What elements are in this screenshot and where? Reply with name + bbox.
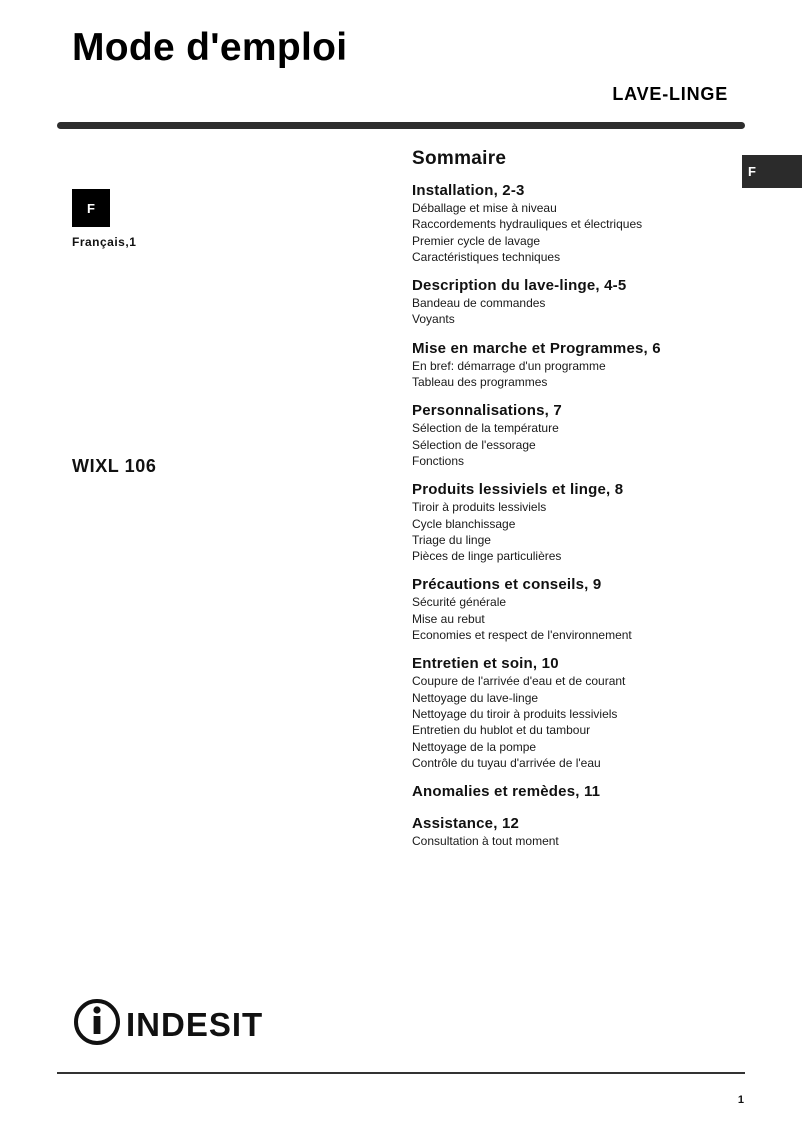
toc-item-list [412, 673, 742, 771]
toc-item: Tiroir à produits lessiviels [412, 500, 547, 515]
toc-section [412, 402, 742, 469]
toc-item: Mise au rebut [412, 611, 485, 626]
model-name: WIXL 106 [72, 456, 157, 476]
toc-item: En bref: démarrage d'un programme [412, 358, 606, 373]
toc-section [412, 481, 742, 564]
toc-item: Premier cycle de lavage [412, 233, 541, 248]
toc-item-list [412, 499, 742, 564]
toc-section-title: Installation, 2-3 [412, 182, 525, 199]
toc-item: Entretien du hublot et du tambour [412, 723, 591, 738]
toc-item-list [412, 833, 742, 849]
brand-name: INDESIT [126, 1006, 264, 1043]
toc-section [412, 783, 742, 801]
product-type: LAVE-LINGE [612, 84, 728, 104]
toc-item: Nettoyage de la pompe [412, 739, 537, 754]
toc-item: Cycle blanchissage [412, 516, 516, 531]
toc-section [412, 655, 742, 771]
toc-section [412, 576, 742, 643]
toc-section [412, 182, 742, 265]
toc-item: Nettoyage du lave-linge [412, 690, 539, 705]
language-side-tab: F [742, 155, 802, 188]
toc-section-title: Anomalies et remèdes, 11 [412, 783, 601, 801]
toc-item: Sélection de la température [412, 421, 559, 436]
toc-section [412, 815, 742, 849]
toc-item: Sécurité générale [412, 595, 507, 610]
toc-item-list [412, 594, 742, 643]
toc-item-list [412, 200, 742, 265]
toc-section-title: Précautions et conseils, 9 [412, 576, 602, 594]
toc-item: Triage du linge [412, 532, 491, 547]
toc-section-title: Assistance, 12 [412, 815, 520, 833]
toc-item: Raccordements hydrauliques et électriques [412, 217, 643, 232]
toc-item: Bandeau de commandes [412, 296, 546, 311]
indesit-logo-icon [72, 996, 272, 1048]
toc-item: Nettoyage du tiroir à produits lessiviels [412, 706, 618, 721]
toc-section-title: Description du lave-linge, 4-5 [412, 277, 627, 295]
toc-section-title: Mise en marche et Programmes, 6 [412, 339, 661, 357]
page-title: Mode d'emploi [72, 26, 348, 69]
table-of-contents [412, 182, 742, 849]
toc-item-list [412, 420, 742, 469]
toc-item: Fonctions [412, 453, 465, 468]
toc-item: Tableau des programmes [412, 375, 548, 390]
toc-item: Economies et respect de l'environnement [412, 628, 632, 643]
toc-section [412, 277, 742, 328]
toc-item: Contrôle du tuyau d'arrivée de l'eau [412, 755, 601, 770]
toc-heading: Sommaire [412, 148, 507, 169]
toc-item: Sélection de l'essorage [412, 437, 536, 452]
toc-item: Déballage et mise à niveau [412, 201, 557, 215]
toc-item: Caractéristiques techniques [412, 249, 561, 264]
language-badge: F [72, 189, 110, 227]
language-label: Français,1 [72, 235, 137, 249]
footer-divider [57, 1072, 745, 1074]
toc-item: Consultation à tout moment [412, 834, 559, 849]
toc-item-list [412, 358, 742, 391]
toc-item: Coupure de l'arrivée d'eau et de courant [412, 674, 626, 689]
toc-section-title: Entretien et soin, 10 [412, 655, 559, 673]
toc-item-list [412, 295, 742, 328]
toc-section-title: Personnalisations, 7 [412, 402, 562, 420]
toc-section-title: Produits lessiviels et linge, 8 [412, 481, 624, 499]
toc-section [412, 340, 742, 391]
toc-item: Pièces de linge particulières [412, 549, 562, 564]
header-divider [57, 122, 745, 129]
toc-item: Voyants [412, 312, 455, 327]
page-number: 1 [737, 1094, 744, 1106]
